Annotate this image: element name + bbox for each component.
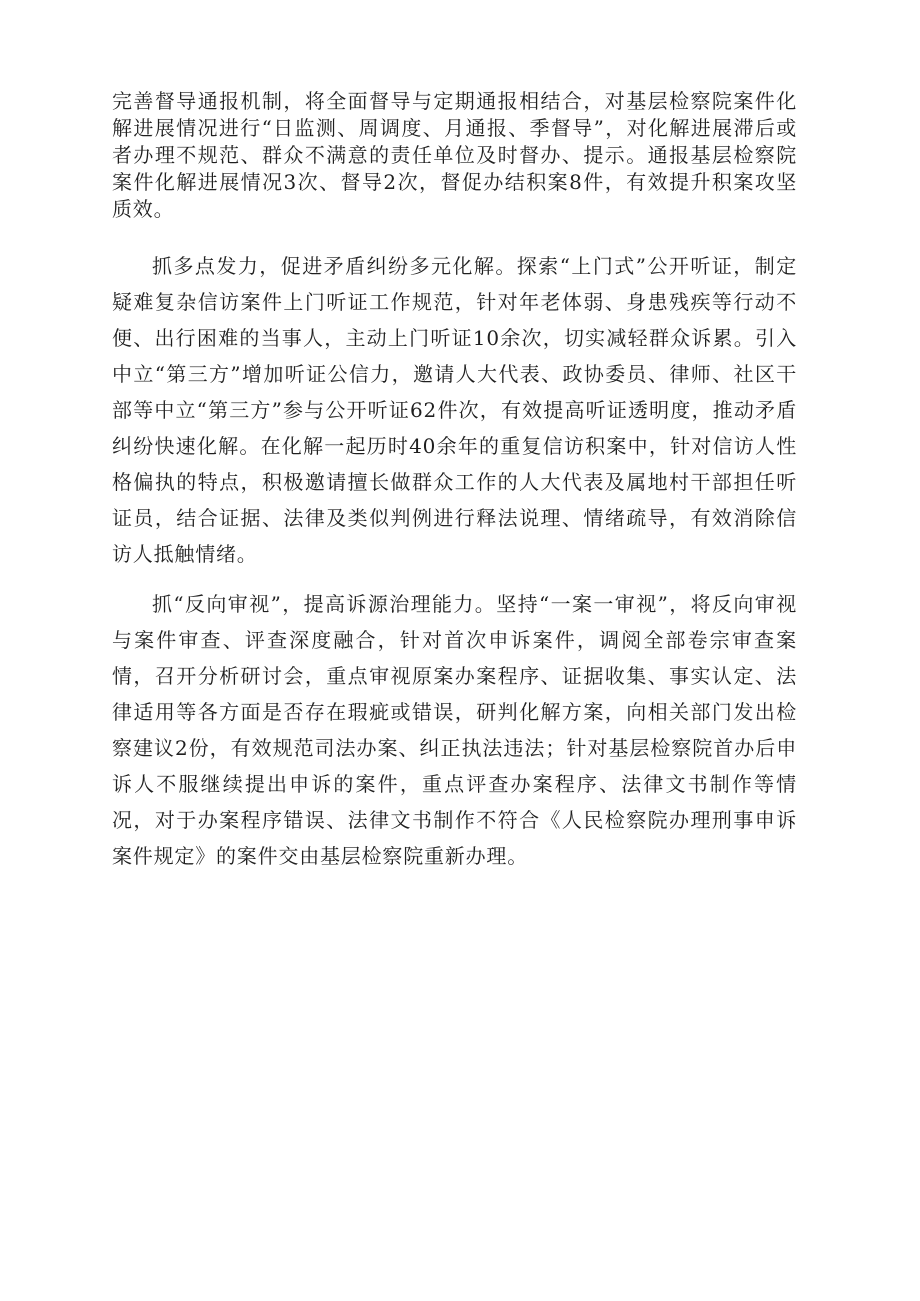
paragraph-multi-point-resolution: 抓多点发力，促进矛盾纠纷多元化解。探索“上门式”公开听证，制定疑难复杂信访案件上门听证工作规范，针对年老体弱、身患残疾等行动不便、出行困难的当事人，主动上门听证10余次，切实减轻群众诉累。引入中立“第三方”增加听证公信力，邀请人大代表、政协委员、律师、社区干部等中立“第三方”参与公开听证62件次，有效提高听证透明度，推动矛盾纠纷快速化解。在化解一起历时40余年的重复信访积案中，针对信访人性格偏执的特点，积极邀请擅长做群众工作的人大代表及属地村干部担任听证员，结合证据、法律及类似判例进行释法说理、情绪疏导，有效消除信访人抵触情绪。 xyxy=(112,254,797,566)
paragraph-supervision-report: 完善督导通报机制，将全面督导与定期通报相结合，对基层检察院案件化解进展情况进行“日监测、周调度、月通报、季督导”，对化解进展滞后或者办理不规范、群众不满意的责任单位及时督办、提示。通报基层检察院案件化解进展情况3次、督导2次，督促办结积案8件，有效提升积案攻坚质效。 xyxy=(112,89,797,221)
document-body xyxy=(112,88,797,874)
paragraph-reverse-review: 抓“反向审视”，提高诉源治理能力。坚持“一案一审视”，将反向审视与案件审查、评查深度融合，针对首次申诉案件，调阅全部卷宗审查案情，召开分析研讨会，重点审视原案办案程序、证据收集、事实认定、法律适用等各方面是否存在瑕疵或错误，研判化解方案，向相关部门发出检察建议2份，有效规范司法办案、纠正执法违法；针对基层检察院首办后申诉人不服继续提出申诉的案件，重点评查办案程序、法律文书制作等情况，对于办案程序错误、法律文书制作不符合《人民检察院办理刑事申诉案件规定》的案件交由基层检察院重新办理。 xyxy=(112,592,797,868)
